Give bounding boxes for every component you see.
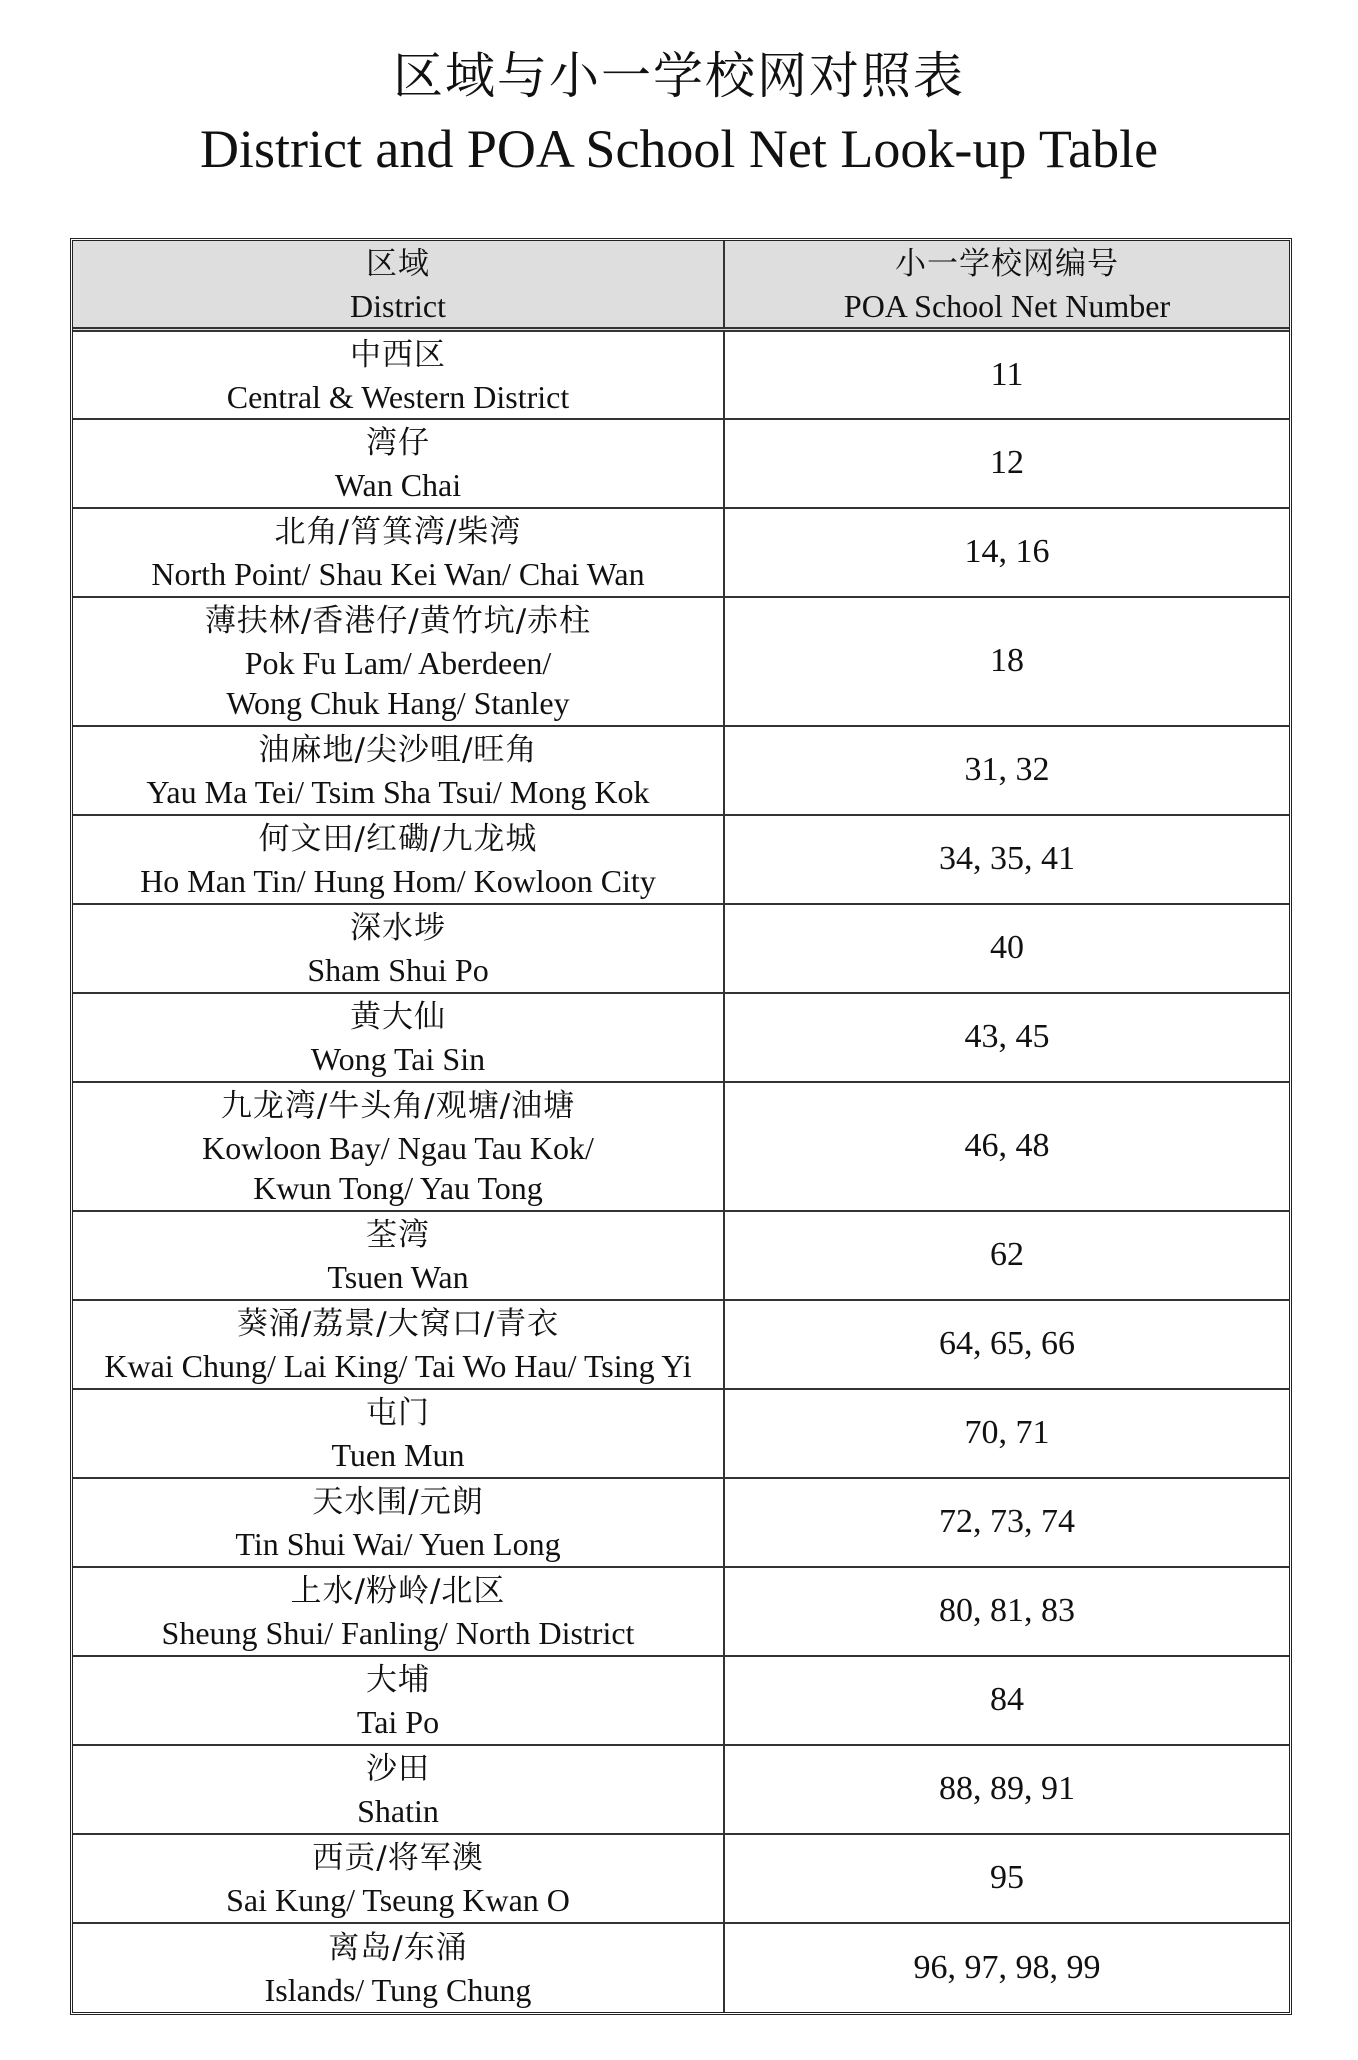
net-cell <box>724 1567 1289 1656</box>
district-cell <box>73 1567 724 1656</box>
table-row <box>73 1656 1289 1745</box>
district-zh: 葵涌/荔景/大窝口/青衣 <box>236 1306 560 1342</box>
district-en: Ho Man Tin/ Hung Hom/ Kowloon City <box>140 863 656 899</box>
title-block <box>0 40 1358 186</box>
net-cell <box>724 330 1289 419</box>
net-number: 11 <box>990 355 1024 393</box>
district-zh: 屯门 <box>366 1395 430 1431</box>
district-zh: 荃湾 <box>366 1217 430 1253</box>
district-en: Islands/ Tung Chung <box>264 1971 532 2008</box>
table-row <box>73 330 1289 419</box>
lookup-table <box>73 241 1289 2012</box>
district-zh: 何文田/红磡/九龙城 <box>258 821 538 857</box>
header-district <box>73 241 724 330</box>
table-row <box>73 1300 1289 1389</box>
net-number: 40 <box>990 929 1024 966</box>
district-cell <box>73 597 724 726</box>
table-row <box>73 1211 1289 1300</box>
net-number: 34, 35, 41 <box>939 840 1075 877</box>
header-district-en: District <box>350 288 446 324</box>
net-cell <box>724 597 1289 726</box>
header-net-en: POA School Net Number <box>843 288 1171 324</box>
net-cell <box>724 1745 1289 1834</box>
district-cell <box>73 726 724 815</box>
district-en: Yau Ma Tei/ Tsim Sha Tsui/ Mong Kok <box>146 774 650 810</box>
district-cell <box>73 904 724 993</box>
district-en: North Point/ Shau Kei Wan/ Chai Wan <box>151 556 645 592</box>
district-en: Tin Shui Wai/ Yuen Long <box>235 1526 561 1562</box>
district-cell <box>73 1300 724 1389</box>
net-cell <box>724 508 1289 597</box>
district-cell <box>73 330 724 419</box>
district-zh: 深水埗 <box>350 910 446 946</box>
table-row <box>73 1389 1289 1478</box>
table-header-row <box>73 241 1289 330</box>
table-row <box>73 1923 1289 2012</box>
header-district-zh: 区域 <box>366 246 430 282</box>
table-row <box>73 1745 1289 1834</box>
net-number: 12 <box>990 444 1024 481</box>
net-number: 88, 89, 91 <box>939 1770 1075 1807</box>
net-number: 96, 97, 98, 99 <box>913 1948 1101 1986</box>
net-number: 43, 45 <box>964 1018 1050 1055</box>
district-zh: 中西区 <box>350 336 446 373</box>
net-number: 18 <box>990 642 1024 679</box>
district-zh: 湾仔 <box>366 425 430 461</box>
district-en: Tai Po <box>356 1704 440 1740</box>
net-cell <box>724 815 1289 904</box>
table-row <box>73 508 1289 597</box>
district-cell <box>73 1389 724 1478</box>
district-en: Wong Tai Sin <box>310 1041 486 1077</box>
net-cell <box>724 1389 1289 1478</box>
table-row <box>73 1834 1289 1923</box>
district-zh: 离岛/东涌 <box>328 1929 468 1966</box>
lookup-table-frame <box>70 238 1292 2015</box>
header-net <box>724 241 1289 330</box>
district-cell <box>73 1211 724 1300</box>
district-zh: 沙田 <box>366 1751 430 1787</box>
net-cell <box>724 993 1289 1082</box>
district-zh: 大埔 <box>366 1662 430 1698</box>
district-cell <box>73 1082 724 1211</box>
district-cell <box>73 1834 724 1923</box>
net-cell <box>724 419 1289 508</box>
district-zh: 北角/筲箕湾/柴湾 <box>274 514 522 550</box>
district-zh: 九龙湾/牛头角/观塘/油塘 <box>220 1088 576 1124</box>
table-row <box>73 815 1289 904</box>
page-title-en: District and POA School Net Look-up Table <box>199 119 1159 179</box>
district-zh: 西贡/将军澳 <box>312 1840 484 1876</box>
district-en: Kwai Chung/ Lai King/ Tai Wo Hau/ Tsing Yi <box>104 1348 692 1384</box>
district-en: Sham Shui Po <box>307 952 489 988</box>
district-en: Tuen Mun <box>331 1437 465 1473</box>
table-row <box>73 1567 1289 1656</box>
district-cell <box>73 1745 724 1834</box>
district-zh: 天水围/元朗 <box>312 1484 484 1520</box>
district-cell <box>73 815 724 904</box>
net-cell <box>724 1478 1289 1567</box>
net-cell <box>724 904 1289 993</box>
table-row <box>73 726 1289 815</box>
table-row <box>73 904 1289 993</box>
net-cell <box>724 1082 1289 1211</box>
table-row <box>73 1478 1289 1567</box>
district-en: Sai Kung/ Tseung Kwan O <box>226 1882 570 1918</box>
header-net-zh: 小一学校网编号 <box>895 246 1119 282</box>
district-cell <box>73 419 724 508</box>
net-number: 80, 81, 83 <box>939 1592 1075 1629</box>
net-number: 72, 73, 74 <box>939 1503 1075 1540</box>
net-cell <box>724 1834 1289 1923</box>
net-number: 64, 65, 66 <box>939 1325 1075 1362</box>
net-number: 14, 16 <box>964 533 1050 570</box>
district-cell <box>73 1923 724 2012</box>
district-cell <box>73 1478 724 1567</box>
district-cell <box>73 508 724 597</box>
district-en: Pok Fu Lam/ Aberdeen/ Wong Chuk Hang/ Stanley <box>226 645 570 721</box>
table-row <box>73 419 1289 508</box>
table-row <box>73 597 1289 726</box>
page-title-zh: 区域与小一学校网对照表 <box>393 47 965 105</box>
net-number: 31, 32 <box>964 751 1050 788</box>
net-cell <box>724 1300 1289 1389</box>
net-cell <box>724 726 1289 815</box>
net-number: 46, 48 <box>964 1127 1050 1164</box>
table-row <box>73 1082 1289 1211</box>
district-en: Wan Chai <box>334 467 462 503</box>
district-zh: 上水/粉岭/北区 <box>290 1573 506 1609</box>
district-en: Kowloon Bay/ Ngau Tau Kok/ Kwun Tong/ Yau Tong <box>202 1130 594 1206</box>
district-en: Tsuen Wan <box>327 1259 469 1295</box>
net-cell <box>724 1656 1289 1745</box>
district-en: Sheung Shui/ Fanling/ North District <box>161 1615 635 1651</box>
net-number: 95 <box>990 1859 1024 1896</box>
district-cell <box>73 1656 724 1745</box>
net-number: 62 <box>990 1236 1024 1273</box>
district-en: Shatin <box>357 1793 439 1829</box>
table-row <box>73 993 1289 1082</box>
district-zh: 油麻地/尖沙咀/旺角 <box>258 732 538 768</box>
district-cell <box>73 993 724 1082</box>
net-number: 84 <box>990 1681 1024 1718</box>
net-cell <box>724 1923 1289 2012</box>
district-en: Central & Western District <box>226 378 570 415</box>
net-cell <box>724 1211 1289 1300</box>
net-number: 70, 71 <box>964 1414 1050 1451</box>
district-zh: 薄扶林/香港仔/黄竹坑/赤柱 <box>204 603 592 639</box>
district-zh: 黄大仙 <box>350 999 446 1035</box>
